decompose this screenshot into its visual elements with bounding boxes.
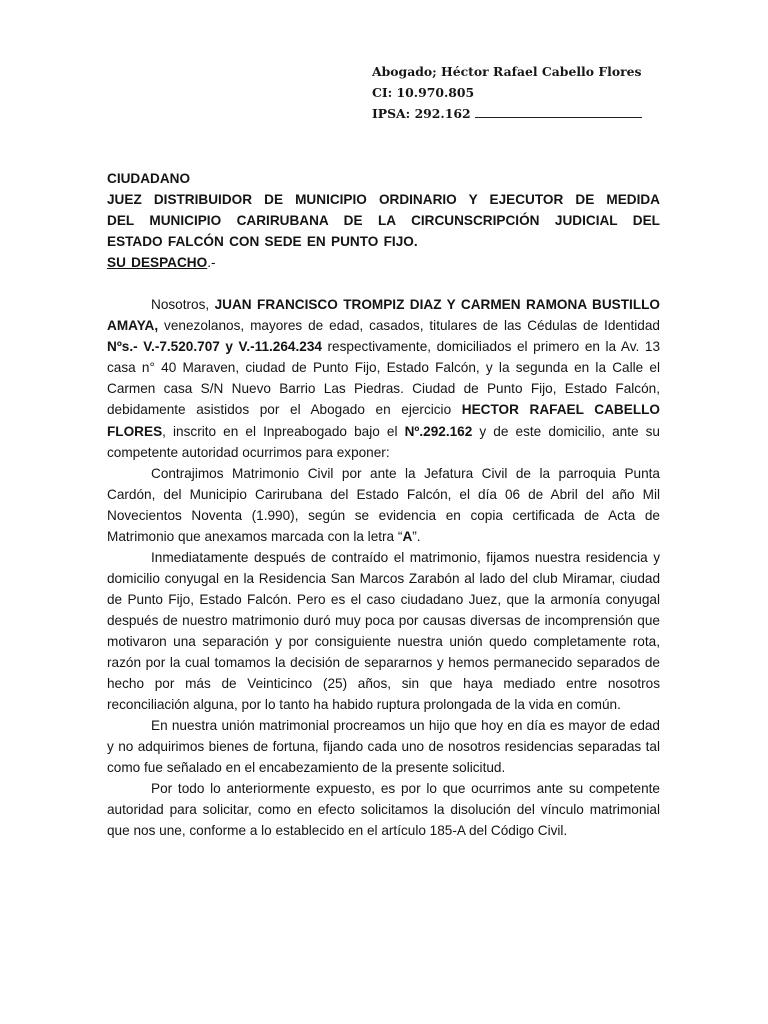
text-run: y de este domicilio, ante su competente autoridad ocurrimos para exponer:: [107, 423, 660, 460]
inpre-number: Nº.292.162: [404, 423, 473, 439]
paragraph-request: Por todo lo anteriormente expuesto, es por lo que ocurrimos ante su competente autoridad para solicitar, como en efecto solicitamos la disolución del vínculo matrimonial que nos une, conforme a lo establecido en el artículo 185-A del Código Civil.: [107, 781, 660, 839]
lawyer-bold-name: HECTOR RAFAEL CABELLO FLORES: [107, 402, 660, 439]
lawyer-ci: CI: 10.970.805: [372, 85, 475, 100]
id-numbers: Nºs.- V.-7.520.707 y V.-11.264.234: [107, 339, 322, 355]
despacho-suffix: .-: [207, 255, 216, 271]
paragraph-parties: [107, 294, 660, 462]
addressee-title: CIUDADANO: [107, 171, 191, 186]
despacho-label: SU DESPACHO: [107, 255, 208, 271]
text-run: Nosotros,: [151, 297, 215, 313]
parties-names: JUAN FRANCISCO TROMPIZ DIAZ Y CARMEN RAMONA BUSTILLO AMAYA,: [107, 297, 661, 334]
text-run: , inscrito en el Inpreabogado bajo el: [162, 423, 405, 439]
lawyer-ipsa: IPSA: 292.162: [372, 106, 471, 121]
paragraph-separation: Inmediatamente después de contraído el matrimonio, fijamos nuestra residencia y domicilio conyugal en la Residencia San Marcos Zarabón al lado del club Miramar, ciudad de Punto Fijo, Estado Falcón. Pero es el caso ciudadano Juez, que la armonía conyugal después de nuestro matrimonio duró muy poca por causas diversas de incomprensión que motivaron una separación y por consiguiente nuestra unión quedo completamente rota, razón por la cual tomamos la decisión de separarnos y hemos permanecido separados de hecho por más de Veinticinco (25) años, sin que haya mediado entre nosotros reconciliación alguna, por lo tanto ha habido ruptura prolongada de la vida en común.: [107, 549, 660, 713]
text-run: respectivamente, domiciliados el primero en la Av. 13 casa n° 40 Maraven, ciudad de Punto Fijo, Estado Falcón, y la segunda en la Calle el Carmen casa S/N Nuevo Barrio Las Piedras. Ciudad de Punto Fijo, Estado Falcón, debidamente asistidos por el Abogado en ejercicio: [107, 339, 661, 418]
lawyer-header: [372, 61, 642, 124]
blank-line: [107, 273, 660, 294]
text-run: Contrajimos Matrimonio Civil por ante la Jefatura Civil de la parroquia Punta Cardón, del Municipio Carirubana del Estado Falcón, el día 06 de Abril del año Mil Novecientos Noventa (1.990), según se evidencia en copia certificada de Acta de Matrimonio que anexamos marcada con la letra “: [107, 465, 660, 544]
despacho-line: [107, 252, 660, 273]
signature-line: [475, 107, 642, 118]
text-run: venezolanos, mayores de edad, casados, titulares de las Cédulas de Identidad: [158, 318, 660, 334]
annex-letter: A: [402, 528, 413, 544]
text-run: ”.: [412, 528, 421, 544]
paragraph-marriage: [107, 463, 660, 547]
addressee-line: DEL MUNICIPIO CARIRUBANA DE LA CIRCUNSCRIPCIÓN JUDICIAL DEL: [107, 213, 660, 229]
addressee-line: ESTADO FALCÓN CON SEDE EN PUNTO FIJO.: [107, 234, 418, 250]
lawyer-name: Abogado; Héctor Rafael Cabello Flores: [372, 64, 642, 79]
addressee-block: [107, 168, 660, 273]
lawyer-ipsa-row: [372, 103, 642, 124]
document-body: [107, 168, 660, 841]
addressee-line: JUEZ DISTRIBUIDOR DE MUNICIPIO ORDINARIO Y EJECUTOR DE MEDIDA: [107, 192, 660, 208]
paragraph-children: En nuestra unión matrimonial procreamos un hijo que hoy en día es mayor de edad y no adquirimos bienes de fortuna, fijando cada uno de nosotros residencias separadas tal como fue señalado en el encabezamiento de la presente solicitud.: [107, 718, 660, 776]
